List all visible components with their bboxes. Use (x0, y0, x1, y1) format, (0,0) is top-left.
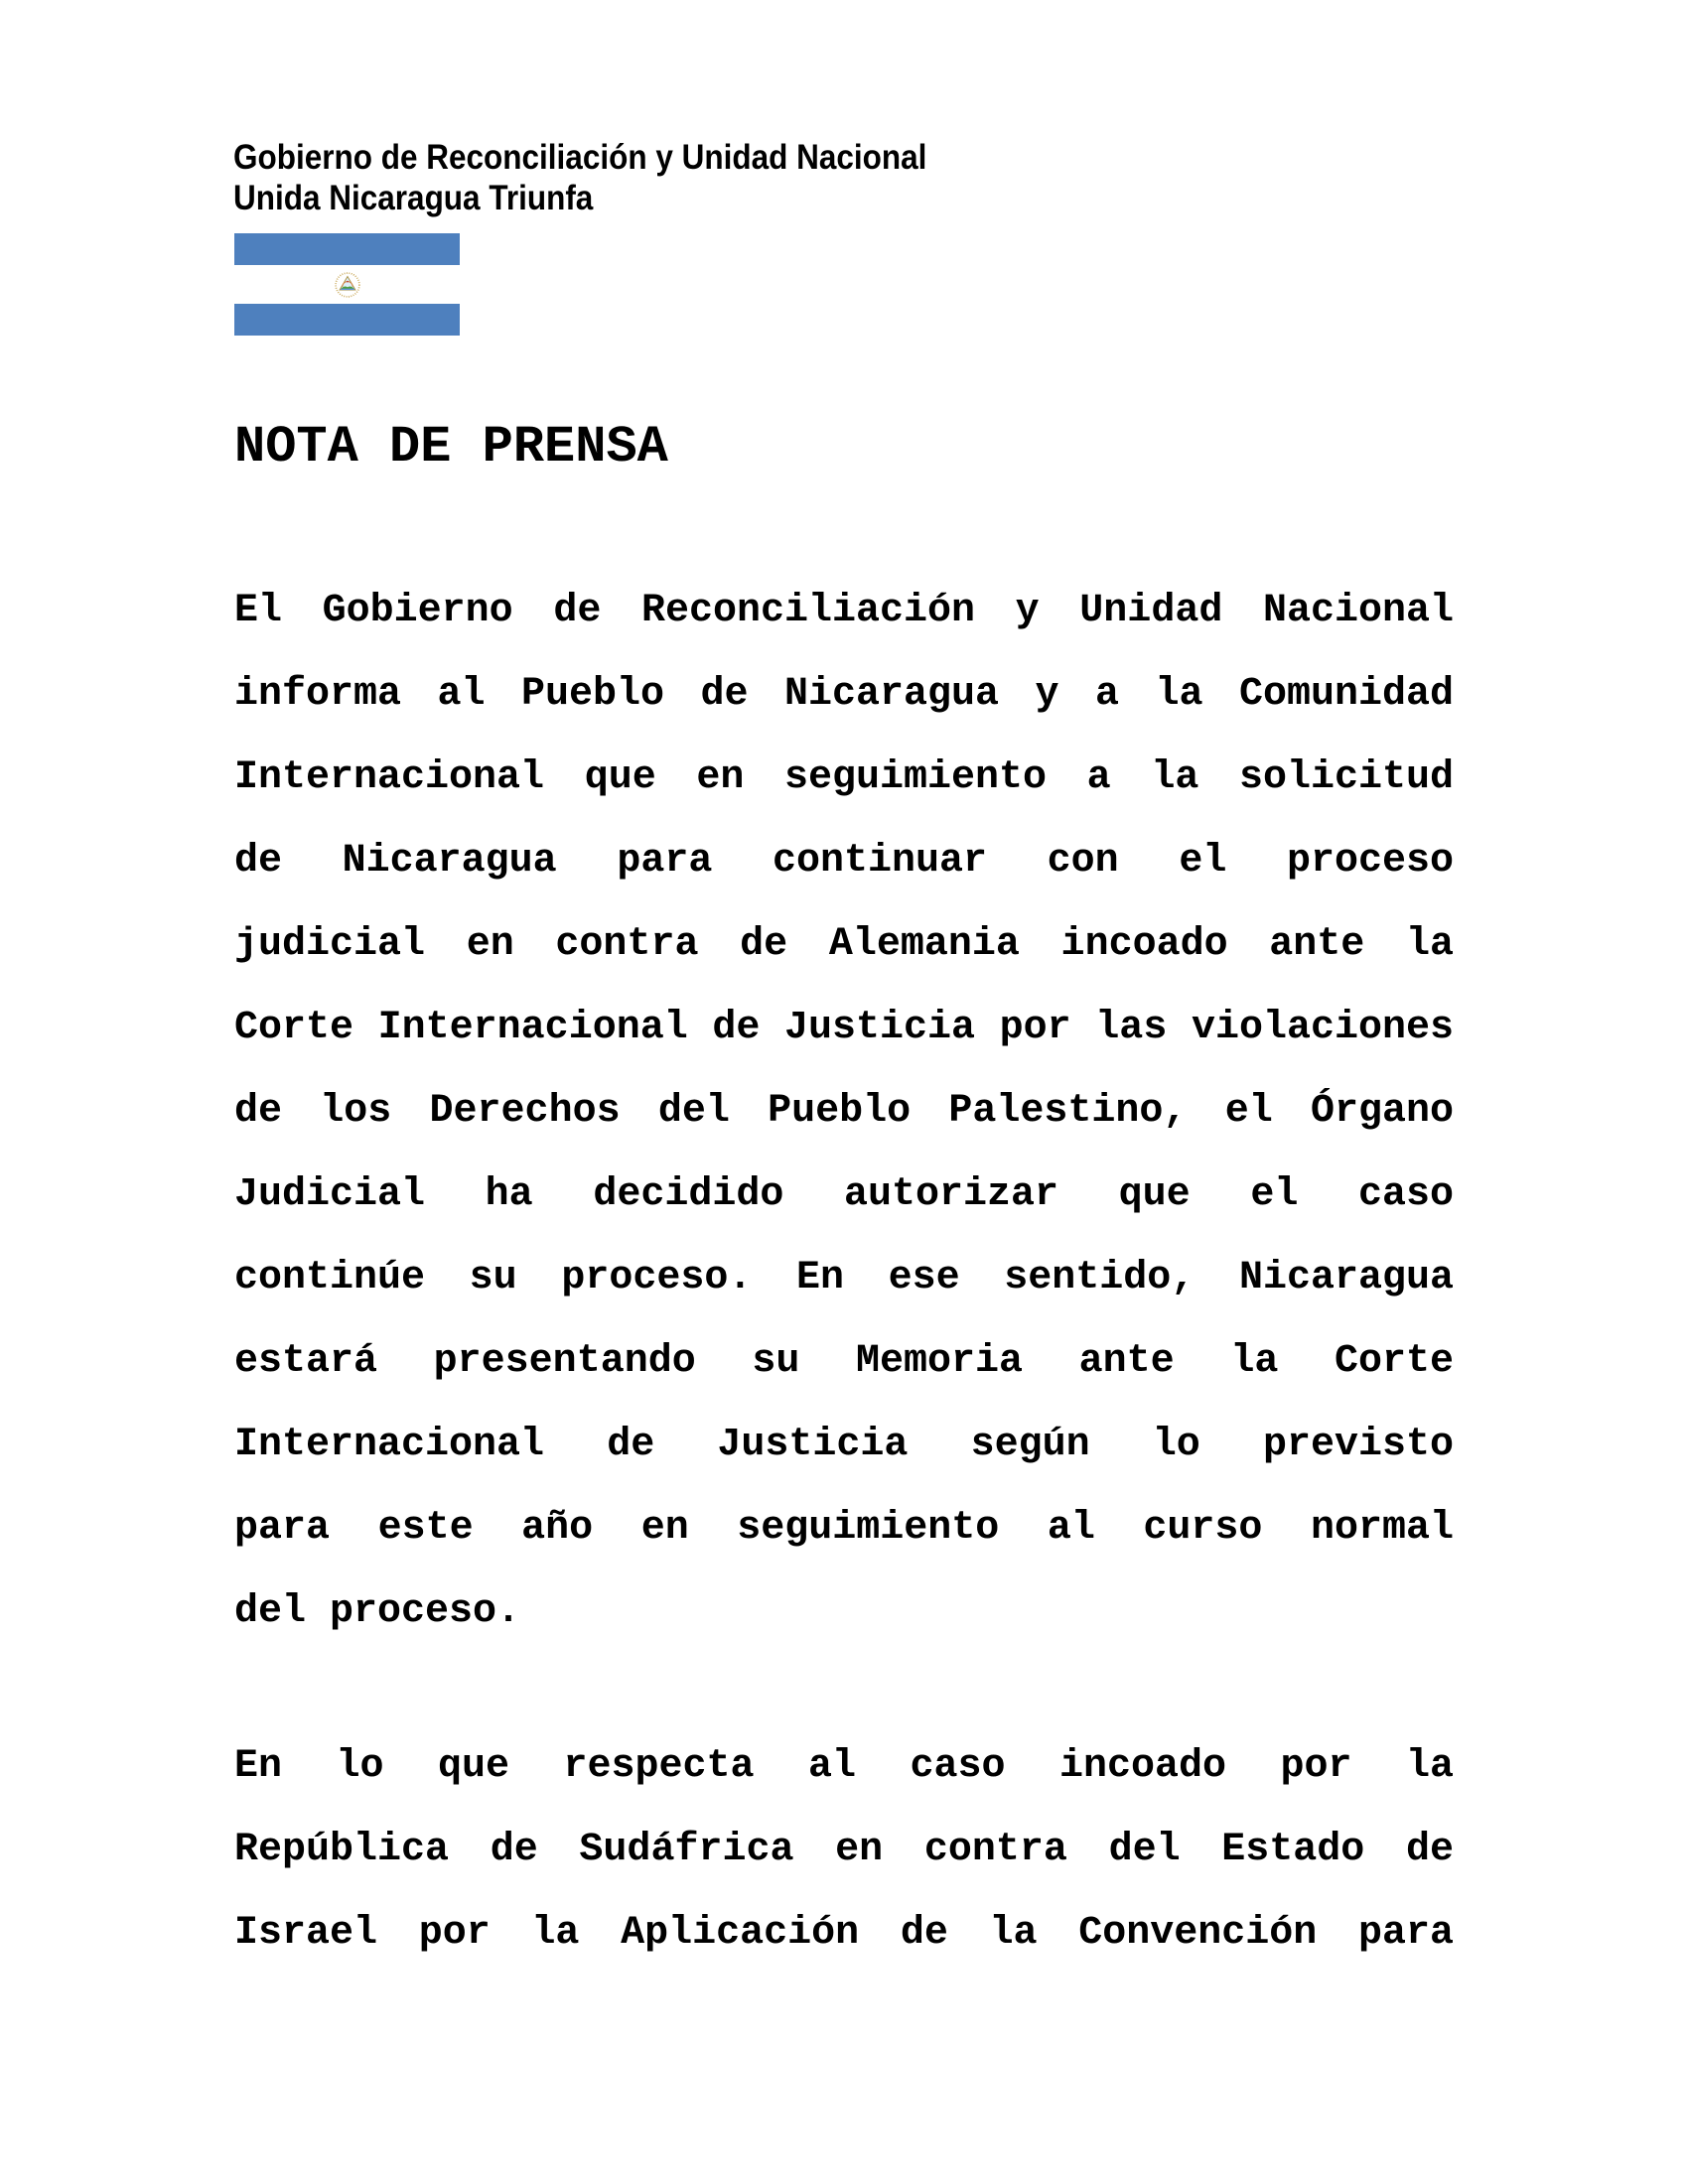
body-line: Internacional de Justicia según lo previsto (234, 1423, 1454, 1467)
body-line: Judicial ha decidido autorizar que el caso (234, 1172, 1454, 1217)
body-line: Corte Internacional de Justicia por las violaciones (234, 1006, 1454, 1050)
body-line: Internacional que en seguimiento a la solicitud (234, 755, 1454, 800)
body-line: de los Derechos del Pueblo Palestino, el Órgano (234, 1089, 1454, 1134)
letterhead-line2: Unida Nicaragua Triunfa (233, 179, 594, 217)
body-paragraph-2 (234, 1725, 1454, 1976)
body-line: para este año en seguimiento al curso normal (234, 1506, 1454, 1551)
body-line: Israel por la Aplicación de la Convención para (234, 1911, 1454, 1956)
body-line: de Nicaragua para continuar con el proceso (234, 839, 1454, 884)
coat-of-arms-icon (331, 268, 364, 302)
body-line: informa al Pueblo de Nicaragua y a la Comunidad (234, 672, 1454, 717)
flag-bottom-stripe (234, 304, 460, 336)
body-paragraph-1 (234, 570, 1454, 1654)
flag-middle-stripe (234, 265, 460, 304)
body-line: República de Sudáfrica en contra del Estado de (234, 1828, 1454, 1872)
letterhead-line1: Gobierno de Reconciliación y Unidad Nacional (233, 138, 927, 177)
body-line: estará presentando su Memoria ante la Corte (234, 1339, 1454, 1384)
letterhead (233, 137, 926, 218)
press-release-title: NOTA DE PRENSA (234, 418, 668, 477)
body-line: continúe su proceso. En ese sentido, Nicaragua (234, 1256, 1454, 1300)
body-line: En lo que respecta al caso incoado por la (234, 1744, 1454, 1789)
nicaragua-flag (234, 233, 460, 336)
flag-top-stripe (234, 233, 460, 265)
body-line: judicial en contra de Alemania incoado ante la (234, 922, 1454, 967)
body-line: del proceso. (234, 1589, 521, 1634)
body-line: El Gobierno de Reconciliación y Unidad Nacional (234, 589, 1454, 633)
